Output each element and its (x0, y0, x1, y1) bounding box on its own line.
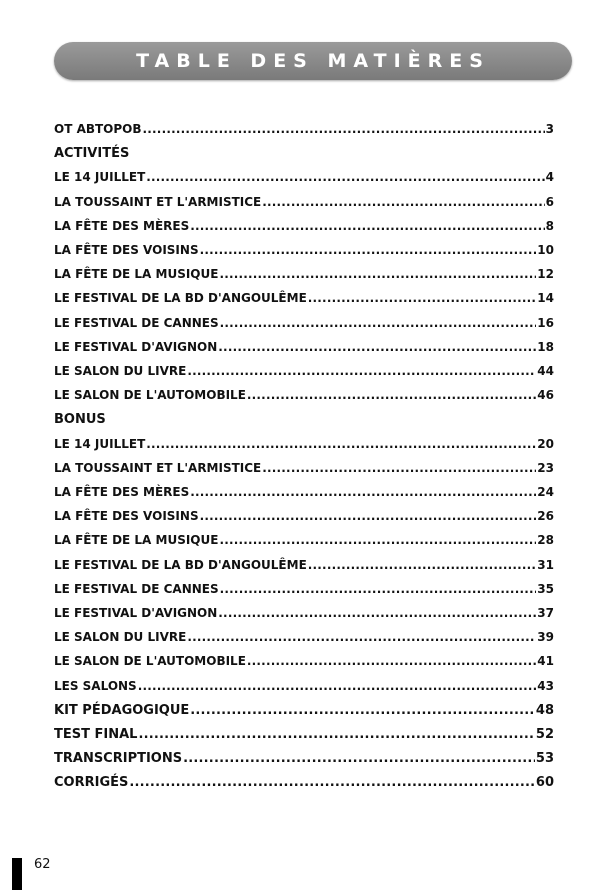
toc-entry-page: 8 (545, 219, 554, 233)
dot-leader (262, 195, 544, 209)
toc-entry[interactable] (54, 122, 554, 136)
dot-leader (247, 388, 536, 402)
dot-leader (262, 461, 536, 475)
dot-leader (143, 122, 545, 136)
dot-leader (200, 243, 537, 257)
dot-leader (146, 437, 536, 451)
toc-entry[interactable] (54, 582, 554, 596)
toc-entry-page: 24 (537, 485, 554, 499)
toc-entry-page: 43 (537, 679, 554, 693)
toc-entry[interactable] (54, 509, 554, 523)
dot-leader (187, 630, 536, 644)
toc-entry-page: 48 (535, 703, 554, 718)
page-title: TABLE DES MATIÈRES (136, 50, 490, 72)
toc-entry[interactable] (54, 170, 554, 184)
dot-leader (308, 291, 537, 305)
toc-entry[interactable] (54, 654, 554, 668)
toc-entry[interactable] (54, 606, 554, 620)
toc-entry[interactable] (54, 775, 554, 790)
toc-entry-label: LE SALON DE L'AUTOMOBILE (54, 388, 246, 402)
toc-entry-page: 41 (537, 654, 554, 668)
dot-leader (138, 727, 534, 742)
toc-entry-page: 28 (537, 533, 554, 547)
toc-entry[interactable] (54, 630, 554, 644)
toc-entry[interactable] (54, 703, 554, 718)
toc-entry-page: 39 (537, 630, 554, 644)
toc-entry[interactable] (54, 219, 554, 233)
toc-entry-label: TEST FINAL (54, 727, 138, 742)
toc-entry[interactable] (54, 461, 554, 475)
toc-entry-page: 52 (535, 727, 554, 742)
dot-leader (200, 509, 537, 523)
toc-entry-label: LE FESTIVAL D'AVIGNON (54, 340, 218, 354)
toc-entry-label: LE 14 JUILLET (54, 170, 146, 184)
toc-entry[interactable] (54, 679, 554, 693)
dot-leader (183, 751, 535, 766)
dot-leader (146, 170, 544, 184)
dot-leader (247, 654, 536, 668)
toc-entry-label: LA FÊTE DES MÈRES (54, 219, 190, 233)
toc-entry[interactable] (54, 340, 554, 354)
page-number: 62 (34, 857, 51, 872)
dot-leader (220, 582, 537, 596)
toc-entry-label: LA TOUSSAINT ET L'ARMISTICE (54, 195, 262, 209)
title-banner (54, 42, 572, 80)
toc-entry-page: 3 (545, 122, 554, 136)
toc-entry[interactable] (54, 388, 554, 402)
dot-leader (218, 606, 536, 620)
toc-entry[interactable] (54, 267, 554, 281)
toc-entry-label: LE FESTIVAL DE LA BD D'ANGOULÊME (54, 291, 307, 305)
toc-entry-label: LE FESTIVAL DE CANNES (54, 582, 219, 596)
dot-leader (220, 316, 537, 330)
toc-section-heading: ACTIVITÉS (54, 146, 130, 161)
toc-entry-label: LA FÊTE DES VOISINS (54, 509, 199, 523)
toc-entry[interactable] (54, 364, 554, 378)
footer-bar (12, 858, 22, 890)
dot-leader (308, 558, 537, 572)
toc-entry-label: LA FÊTE DE LA MUSIQUE (54, 267, 219, 281)
toc-entry[interactable] (54, 291, 554, 305)
toc-entry[interactable] (54, 243, 554, 257)
toc-entry-page: 4 (545, 170, 554, 184)
toc-entry-label: LE SALON DU LIVRE (54, 630, 187, 644)
dot-leader (218, 340, 536, 354)
toc-entry[interactable] (54, 195, 554, 209)
toc-entry-page: 26 (537, 509, 554, 523)
dot-leader (190, 703, 535, 718)
dot-leader (187, 364, 536, 378)
toc-entry-page: 37 (537, 606, 554, 620)
toc-entry-page: 44 (537, 364, 554, 378)
toc-entry-page: 12 (537, 267, 554, 281)
toc-entry-label: LE SALON DE L'AUTOMOBILE (54, 654, 246, 668)
toc-section-heading: BONUS (54, 412, 106, 427)
toc-entry-label: LA FÊTE DE LA MUSIQUE (54, 533, 219, 547)
toc-entry-page: 46 (537, 388, 554, 402)
toc-entry[interactable] (54, 316, 554, 330)
toc-entry-page: 20 (537, 437, 554, 451)
toc-entry-page: 18 (537, 340, 554, 354)
toc-entry-label: KIT PÉDAGOGIQUE (54, 703, 190, 718)
toc-entry-label: LE FESTIVAL D'AVIGNON (54, 606, 218, 620)
dot-leader (219, 267, 536, 281)
toc-entry[interactable] (54, 533, 554, 547)
toc-entry-page: 6 (545, 195, 554, 209)
dot-leader (138, 679, 537, 693)
toc-entry-page: 31 (537, 558, 554, 572)
toc-entry-label: LE 14 JUILLET (54, 437, 146, 451)
toc-entry-page: 14 (537, 291, 554, 305)
toc-entry-page: 10 (537, 243, 554, 257)
toc-entry[interactable] (54, 727, 554, 742)
toc-entry-page: 23 (537, 461, 554, 475)
toc-entry-page: 16 (537, 316, 554, 330)
toc-entry-page: 53 (535, 751, 554, 766)
toc-entry-label: CORRIGÉS (54, 775, 129, 790)
toc-entry-label: LES SALONS (54, 679, 137, 693)
dot-leader (190, 219, 544, 233)
dot-leader (129, 775, 535, 790)
toc-entry-page: 35 (537, 582, 554, 596)
toc-entry-page: 60 (535, 775, 554, 790)
toc-entry-label: LE FESTIVAL DE LA BD D'ANGOULÊME (54, 558, 307, 572)
toc-entry-label: LA FÊTE DES VOISINS (54, 243, 199, 257)
dot-leader (190, 485, 536, 499)
toc-entry-label: LE FESTIVAL DE CANNES (54, 316, 219, 330)
toc-entry[interactable] (54, 751, 554, 766)
toc-entry[interactable] (54, 485, 554, 499)
toc-entry[interactable] (54, 558, 554, 572)
toc-entry-label: OT ABTOPOB (54, 122, 142, 136)
dot-leader (219, 533, 536, 547)
toc-entry[interactable] (54, 437, 554, 451)
toc-entry-label: LA TOUSSAINT ET L'ARMISTICE (54, 461, 262, 475)
toc-entry-label: LE SALON DU LIVRE (54, 364, 187, 378)
toc-entry-label: LA FÊTE DES MÈRES (54, 485, 190, 499)
toc-entry-label: TRANSCRIPTIONS (54, 751, 183, 766)
